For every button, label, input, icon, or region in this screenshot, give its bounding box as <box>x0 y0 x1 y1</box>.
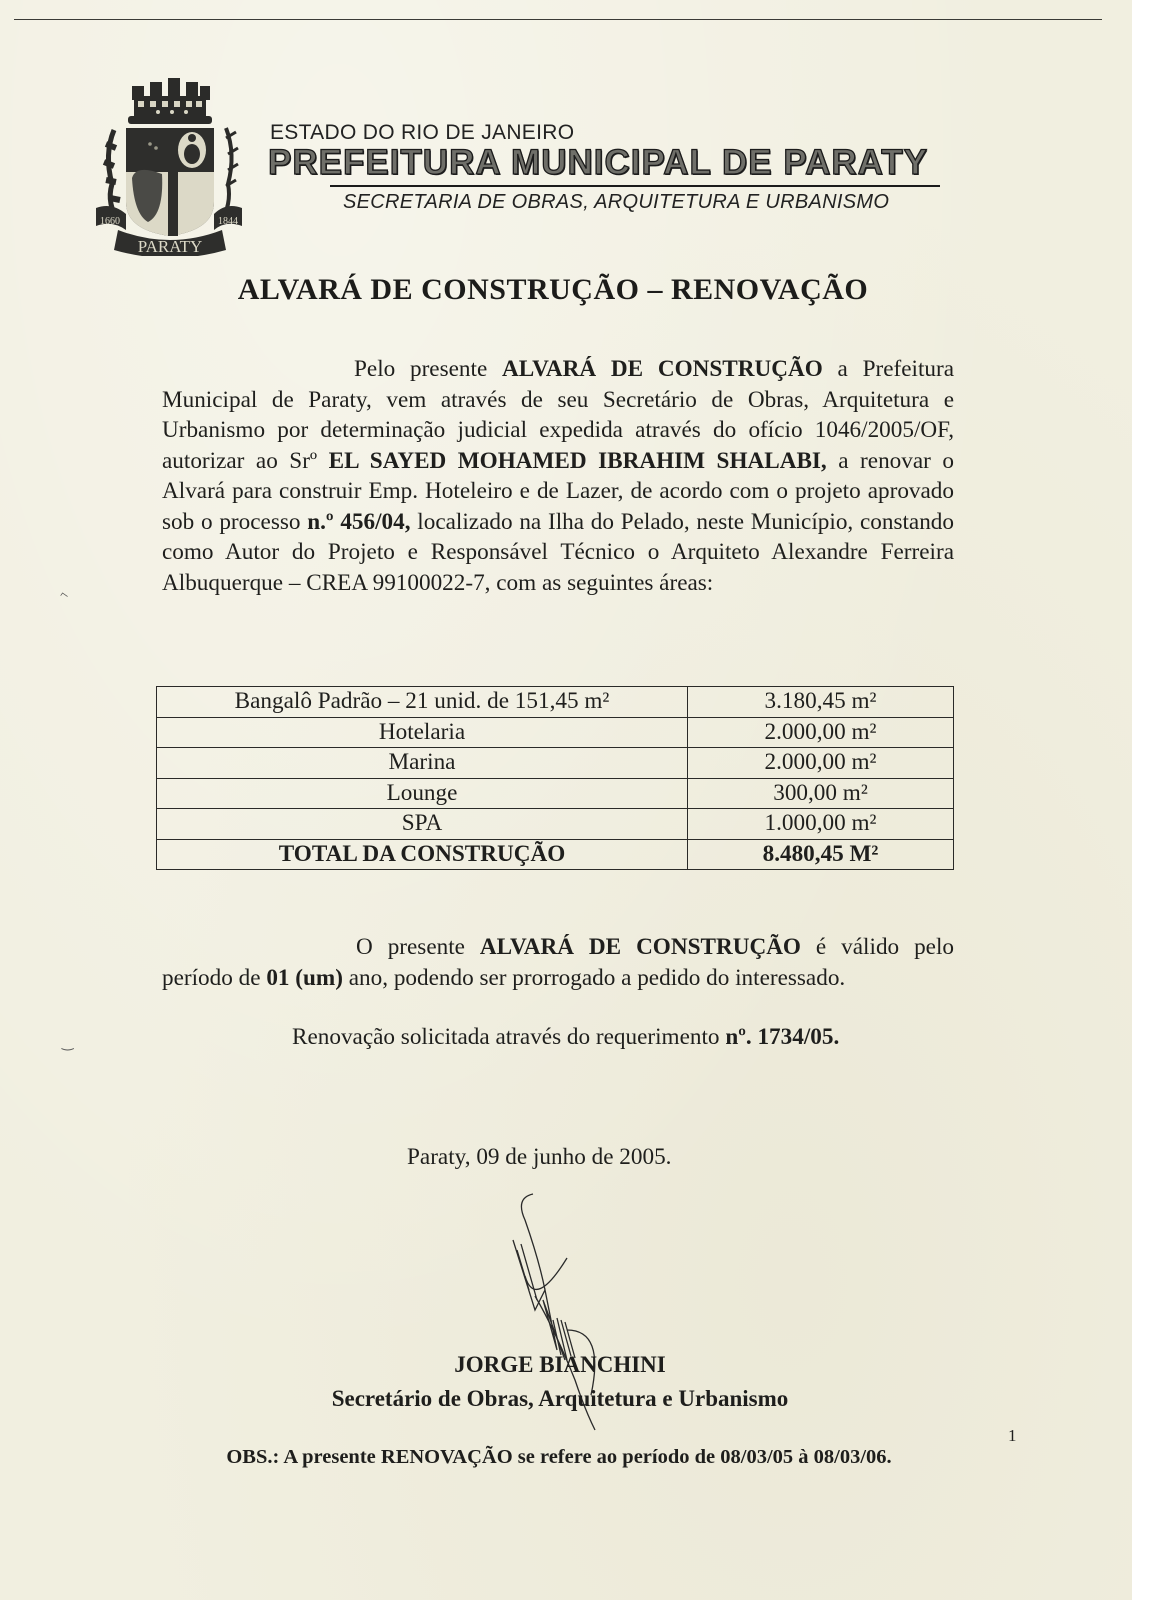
total-value: 8.480,45 M² <box>688 839 954 870</box>
secretariat-name: SECRETARIA DE OBRAS, ARQUITETURA E URBANISMO <box>343 191 890 213</box>
page-number: 1 <box>1008 1426 1017 1445</box>
table-row <box>157 687 954 718</box>
svg-text:PARATY: PARATY <box>137 237 203 256</box>
svg-text:1844: 1844 <box>218 216 238 227</box>
authorization-paragraph: Pelo presente ALVARÁ DE CONSTRUÇÃO a Prefeitura Municipal de Paraty, vem através de seu Secretário de Obras, Arquitetura e Urbanismo por determinação judicial expedida através do ofício 1046/2005/OF, autorizar ao Srº EL SAYED MOHAMED IBRAHIM SHALABI, a renovar o Alvará para construir Emp. Hoteleiro e de Lazer, de acordo com o projeto aprovado sob o processo n.º 456/04, localizado na Ilha do Pelado, neste Município, constando como Autor do Projeto e Responsável Técnico o Arquiteto Alexandre Ferreira Albuquerque – CREA 99100022-7, com as seguintes áreas: <box>162 356 954 596</box>
state-name: ESTADO DO RIO DE JANEIRO <box>270 121 575 144</box>
area-item: Bangalô Padrão – 21 unid. de 151,45 m² <box>157 687 688 718</box>
table-row <box>157 748 954 779</box>
area-item: Marina <box>157 748 688 779</box>
area-item: Lounge <box>157 778 688 809</box>
svg-text:1660: 1660 <box>100 216 120 227</box>
areas-table <box>156 686 954 870</box>
top-border-line <box>14 19 1102 20</box>
area-value: 2.000,00 m² <box>688 717 954 748</box>
header-divider <box>330 185 940 187</box>
renewal-request-line: Renovação solicitada através do requerimento nº. 1734/05. <box>292 1024 840 1050</box>
area-value: 3.180,45 m² <box>688 687 954 718</box>
observation-note: OBS.: A presente RENOVAÇÃO se refere ao período de 08/03/05 à 08/03/06. <box>226 1446 892 1468</box>
signatory-name: JORGE BIANCHINI <box>454 1352 666 1377</box>
validity-paragraph: O presente ALVARÁ DE CONSTRUÇÃO é válido pelo período de 01 (um) ano, podendo ser prorrogado a pedido do interessado. <box>162 934 954 991</box>
prefecture-name: PREFEITURA MUNICIPAL DE PARATY <box>268 143 929 182</box>
scan-mark: ⌐ <box>56 587 72 605</box>
scan-mark: ‿ <box>62 1036 74 1051</box>
table-row <box>157 778 954 809</box>
municipal-coat-of-arms-icon <box>92 74 247 256</box>
area-value: 2.000,00 m² <box>688 748 954 779</box>
table-total-row <box>157 839 954 870</box>
area-value: 300,00 m² <box>688 778 954 809</box>
table-row <box>157 809 954 840</box>
area-item: Hotelaria <box>157 717 688 748</box>
document-title: ALVARÁ DE CONSTRUÇÃO – RENOVAÇÃO <box>237 273 869 306</box>
place-date: Paraty, 09 de junho de 2005. <box>407 1144 672 1170</box>
signatory-role: Secretário de Obras, Arquitetura e Urbanismo <box>331 1386 789 1411</box>
table-row <box>157 717 954 748</box>
total-label: TOTAL DA CONSTRUÇÃO <box>157 839 688 870</box>
area-item: SPA <box>157 809 688 840</box>
area-value: 1.000,00 m² <box>688 809 954 840</box>
